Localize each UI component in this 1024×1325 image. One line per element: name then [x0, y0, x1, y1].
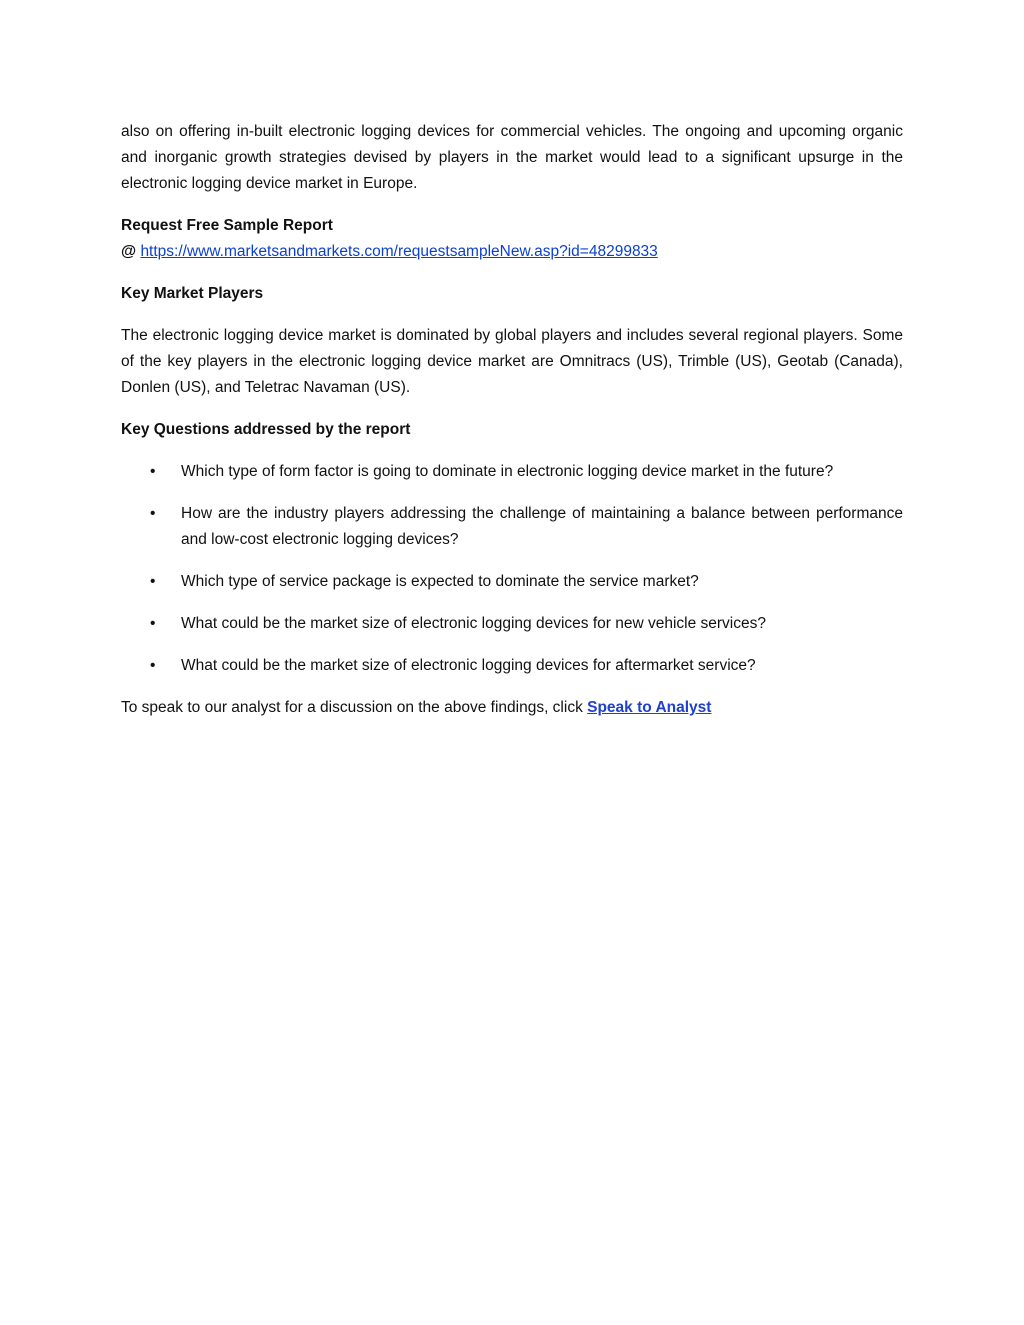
- key-players-paragraph: The electronic logging device market is dominated by global players and includes several regional players. Some of the key players in the electronic logging device market are Omnitracs (US), Trimble (US), Geotab (Canada), Donlen (US), and Teletrac Navaman (US).: [121, 327, 903, 396]
- sample-report-link[interactable]: https://www.marketsandmarkets.com/requestsampleNew.asp?id=48299833: [140, 243, 658, 260]
- list-item-text: Which type of service package is expected to dominate the service market?: [181, 573, 699, 590]
- list-item: [121, 611, 903, 637]
- sample-report-heading: Request Free Sample Report: [121, 217, 333, 234]
- list-item-text: What could be the market size of electronic logging devices for new vehicle services?: [181, 615, 766, 632]
- bullet-icon: •: [150, 615, 156, 632]
- bullet-icon: •: [150, 505, 156, 522]
- bullet-icon: •: [150, 657, 156, 674]
- list-item: [121, 653, 903, 679]
- bullet-icon: •: [150, 463, 156, 480]
- key-questions-list: [121, 459, 903, 679]
- bullet-icon: •: [150, 573, 156, 590]
- closing-paragraph: [121, 695, 903, 721]
- speak-to-analyst-link[interactable]: Speak to Analyst: [587, 699, 712, 716]
- document-page: [121, 119, 903, 737]
- list-item-text: What could be the market size of electronic logging devices for aftermarket service?: [181, 657, 756, 674]
- sample-report-section: [121, 213, 903, 265]
- list-item: [121, 569, 903, 595]
- intro-paragraph: also on offering in-built electronic logging devices for commercial vehicles. The ongoing and upcoming organic and inorganic growth strategies devised by players in the market would lead to a significant upsurge in the electronic logging device market in Europe.: [121, 123, 903, 192]
- list-item-text: How are the industry players addressing the challenge of maintaining a balance between performance and low-cost electronic logging devices?: [181, 505, 903, 548]
- list-item: [121, 501, 903, 553]
- list-item-text: Which type of form factor is going to dominate in electronic logging device market in the future?: [181, 463, 834, 480]
- key-players-heading: Key Market Players: [121, 285, 264, 302]
- sample-report-link-line: [121, 239, 903, 265]
- key-questions-heading: Key Questions addressed by the report: [121, 421, 411, 438]
- closing-text: To speak to our analyst for a discussion on the above findings, click: [121, 699, 588, 716]
- sample-report-at-symbol: @: [121, 243, 137, 260]
- list-item: [121, 459, 903, 485]
